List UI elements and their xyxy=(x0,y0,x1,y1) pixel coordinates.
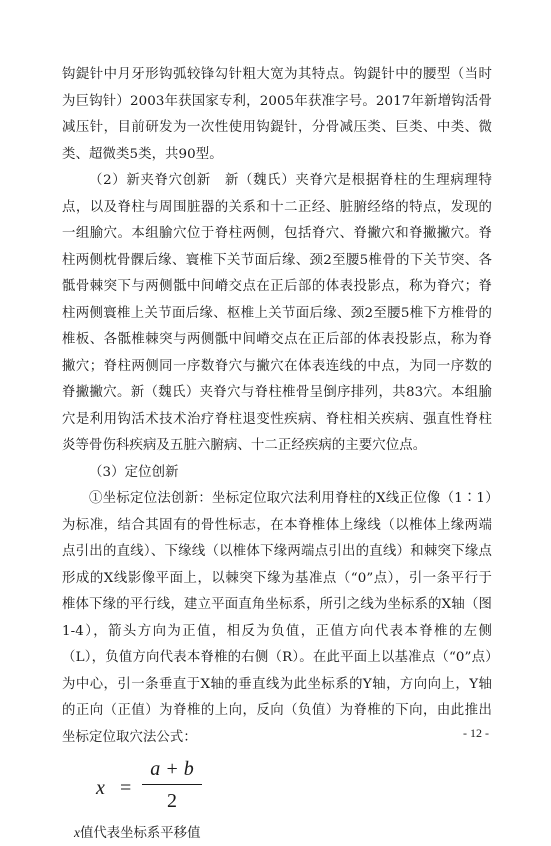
formula-note xyxy=(74,821,492,846)
formula-denominator: 2 xyxy=(167,790,177,812)
fraction-bar xyxy=(142,784,202,785)
paragraph-hook-needle: 钩鍉针中月牙形钩弧较锋勾针粗大宽为其特点。钩鍉针中的腰型（当时为巨钩针）2003年获国家专利，2005年获准字号。2017年新增钩活骨减压针，目前研发为一次性使用钩鍉针，分骨减压类、巨类、中类、微类、超微类5类，共90型。 xyxy=(62,67,492,162)
page-number: - 12 - xyxy=(463,726,489,740)
formula-fraction xyxy=(142,755,202,815)
formula-equals: = xyxy=(120,777,132,799)
coordinate-formula xyxy=(84,755,492,817)
note-text: 值代表坐标系平移值 xyxy=(79,826,201,841)
paragraph-new-jiaji-points: （2）新夹脊穴创新 新（魏氏）夹脊穴是根据脊柱的生理病理特点，以及脊柱与周围脏器的关系和十二正经、脏腑经络的特点，发现的一组腧穴。本组腧穴位于脊柱两侧，包括脊穴、脊撇穴和脊撇撇穴。脊柱两侧枕骨髁后缘、寰椎下关节面后缘、颈2至腰5椎骨的下关节突、各骶骨棘突下与两侧骶中间嵴交点在正后部的体表投影点，称为脊穴；脊柱两侧寰椎上关节面后缘、枢椎上关节面后缘、颈2至腰5椎下方椎骨的椎板、各骶椎棘突与两侧骶中间嵴交点在正后部的体表投影点，称为脊撇穴；脊柱两侧同一序数脊穴与撇穴在体表连线的中点，为同一序数的脊撇撇穴。新（魏氏）夹脊穴与脊柱椎骨呈倒序排列，共83穴。本组腧穴是利用钩活术技术治疗脊柱退变性疾病、脊柱相关疾病、强直性脊柱炎等骨伤科疾病及五脏六腑病、十二正经疾病的主要穴位点。 xyxy=(62,173,492,453)
formula-variable: x xyxy=(96,777,105,799)
note-variable: x xyxy=(74,825,80,840)
section-heading-positioning: （3）定位创新 xyxy=(89,464,179,480)
formula-numerator: a + b xyxy=(150,758,194,780)
paragraph-coordinate-positioning: ①坐标定位法创新：坐标定位取穴法利用脊柱的X线正位像（1∶1）为标准，结合其固有的骨性标志，在本脊椎体上缘线（以椎体上缘两端点引出的直线）、下缘线（以椎体下缘两端点引出的直线）和棘突下缘点形成的X线影像平面上，以棘突下缘为基准点（“0”点），引一条平行于椎体下缘的平行线，建立平面直角坐标系，所引之线为坐标系的X轴（图1-4），箭头方向为正值，相反为负值，正值方向代表本脊椎的左侧（L），负值方向代表本脊椎的右侧（R）。在此平面上以基准点（“0”点）为中心，引一条垂直于X轴的垂直线为此坐标系的Y轴，方向向上，Y轴的正向（正值）为脊椎的上向，反向（负值）为脊椎的下向，由此推出坐标定位取穴法公式： xyxy=(62,491,492,745)
document-body xyxy=(62,62,492,846)
